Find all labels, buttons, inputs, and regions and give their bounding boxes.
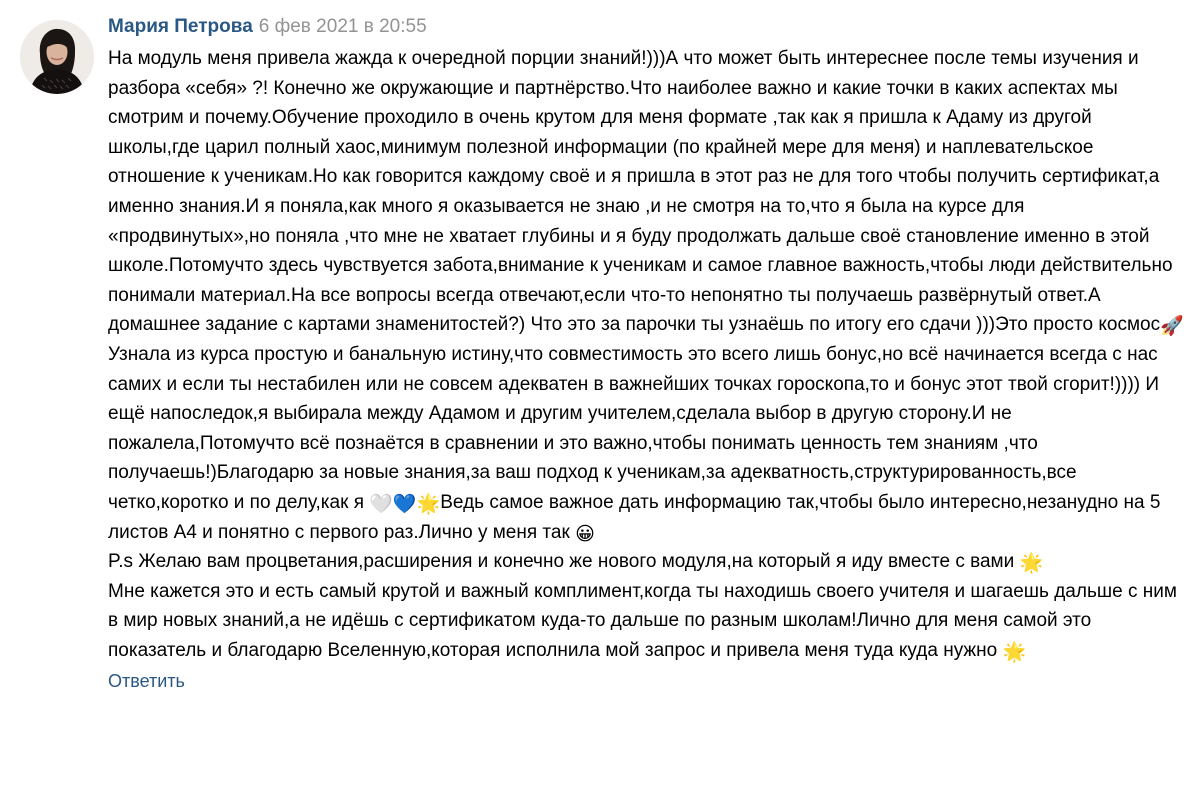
star-icon: 🌟: [1019, 552, 1044, 575]
text-segment: Мне кажется это и есть самый крутой и важный комплимент,когда ты находишь своего учителя и шагаешь дальше с ним в мир новых знаний,а не идёшь с сертификатом куда-то дальше по разным школам!Лично для меня самой это показатель и благодарю Вселенную,которая исполнила мой запрос и привела меня туда куда нужно: [108, 580, 1177, 661]
author-name[interactable]: Мария Петрова: [108, 16, 253, 37]
comment-header: [108, 10, 1188, 44]
comment-paragraph: [108, 547, 1188, 577]
text-segment: P.s Желаю вам процветания,расширения и конечно же нового модуля,на который я иду вместе с вами: [108, 551, 1020, 573]
hearts-star-icon: 🤍💙🌟: [369, 492, 441, 515]
avatar[interactable]: [20, 20, 94, 94]
comment-paragraph: [108, 577, 1188, 666]
rocket-icon: 🚀: [1160, 315, 1184, 338]
grinning-face-icon: 😀: [575, 522, 595, 545]
text-segment: На модуль меня привела жажда к очередной порции знаний!)))А что может быть интереснее после темы изучения и разбора «себя» ?! Конечно же окружающие и партнёрство.Что наиболее важно и какие точки в каких аспектах мы смотрим и почему.Обучение проходило в очень крутом для меня формате ,так как я пришла к Адаму из другой школы,где царил полный хаос,минимум полезной информации (по крайней мере для меня) и наплевательское отношение к ученикам.Но как говорится каждому своё и я пришла в этот раз не для того чтобы получить сертификат,а именно знания.И я поняла,как много я оказывается не знаю ,и не смотря на то,что я была на курсе для «продвинутых»,но поняла ,что мне не хватает глубины и я буду продолжать дальше своё становление именно в этой школе.Потомучто здесь чувствуется забота,внимание к ученикам и самое главное важность,чтобы люди действительно понимали материал.На все вопросы всегда отвечают,если что-то непонятно ты получаешь развёрнутый ответ.А домашнее задание с картами знаменитостей?) Что это за парочки ты узнаёшь по итогу его сдачи )))Это просто космос: [108, 48, 1173, 336]
comment-timestamp[interactable]: 6 фев 2021 в 20:55: [258, 16, 427, 37]
text-segment: Ведь самое важное дать информацию так,чтобы было интересно,незанудно на 5 листов А4 и понятно с первого раз.Лично у меня так: [108, 491, 1161, 543]
comment-paragraph: [108, 44, 1188, 547]
comment-text: [108, 44, 1188, 665]
text-segment: Узнала из курса простую и банальную истину,что совместимость это всего лишь бонус,но всё начинается всегда с нас самих и если ты нестабилен или не совсем адекватен в важнейших точках гороскопа,то и бонус этот твой сгорит!)))) И ещё напоследок,я выбирала между Адамом и другим учителем,сделала выбор в другую сторону.И не пожалела,Потомучто всё познаётся в сравнении и это важно,чтобы понимать ценность тем знаниям ,что получаешь!)Благодарю за новые знания,за ваш подход к ученикам,за адекватность,структурированность,все четко,коротко и по делу,как я: [108, 343, 1160, 513]
comment-content: [108, 10, 1188, 693]
reply-link[interactable]: Ответить: [108, 671, 185, 692]
avatar-photo: [20, 20, 94, 94]
star-icon: 🌟: [1002, 640, 1027, 663]
